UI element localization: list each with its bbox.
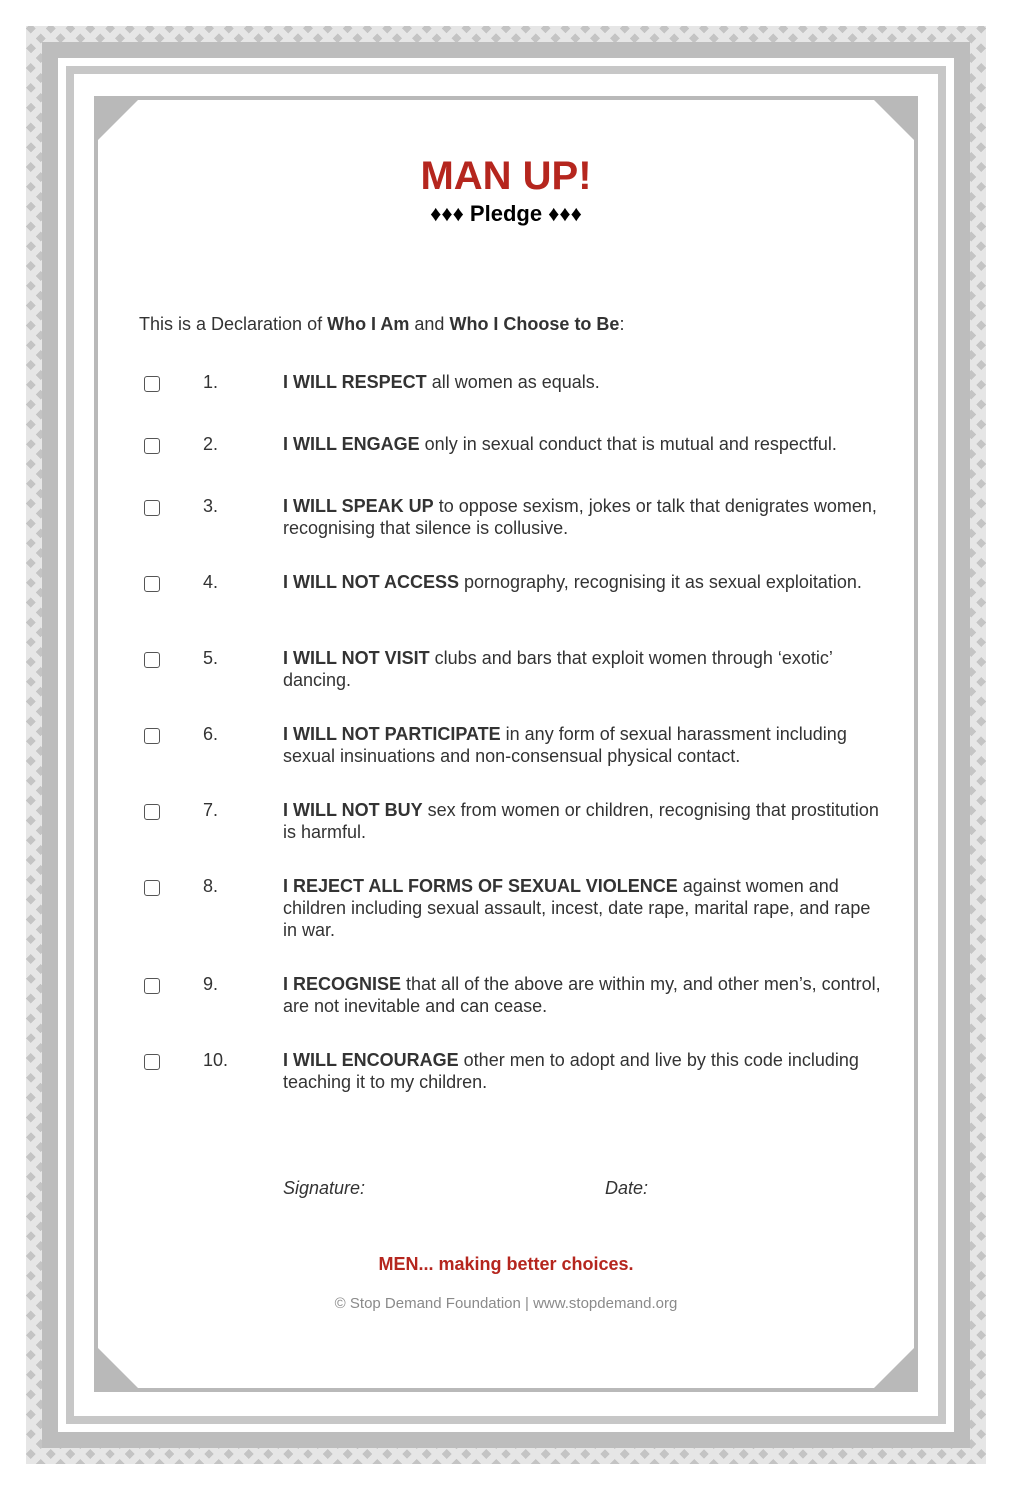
intro-bold-who-i-am: Who I Am: [327, 314, 410, 334]
intro-mid: and: [409, 314, 450, 334]
pledge-text: [283, 973, 883, 1017]
page-subtitle: ♦♦♦ Pledge ♦♦♦: [430, 201, 582, 226]
pledge-text: [283, 723, 883, 767]
page-title: MAN UP!: [420, 154, 592, 198]
intro-suffix: :: [619, 314, 625, 334]
pledge-text: [283, 571, 883, 593]
pledge-text: [283, 799, 883, 843]
tagline: MEN... making better choices.: [378, 1254, 634, 1274]
pledge-text: [283, 647, 883, 691]
pledge-bold: I RECOGNISE: [283, 974, 402, 994]
pledge-bold: I WILL RESPECT: [283, 372, 427, 392]
pledge-checkbox[interactable]: [144, 376, 160, 392]
pledge-checkbox[interactable]: [144, 804, 160, 820]
intro-declaration: [139, 312, 624, 336]
pledge-rest: other men to adopt and live by this code including teaching it to my children.: [283, 1050, 859, 1092]
pledge-number: 5.: [203, 648, 219, 668]
pledge-text: [283, 433, 883, 455]
pledge-rest: pornography, recognising it as sexual exploitation.: [459, 572, 862, 592]
footer-copyright: © Stop Demand Foundation | www.stopdemand.org: [334, 1295, 678, 1312]
pledge-checkbox[interactable]: [144, 1054, 160, 1070]
pledge-checkbox[interactable]: [144, 978, 160, 994]
pledge-number: 4.: [203, 572, 219, 592]
pledge-rest: clubs and bars that exploit women through ‘exotic’ dancing.: [283, 648, 833, 690]
pledge-checkbox[interactable]: [144, 728, 160, 744]
pledge-bold: I REJECT ALL FORMS OF SEXUAL VIOLENCE: [283, 876, 678, 896]
pledge-bold: I WILL NOT ACCESS: [283, 572, 460, 592]
pledge-bold: I WILL NOT VISIT: [283, 648, 430, 668]
pledge-number: 6.: [203, 724, 219, 744]
pledge-rest: in any form of sexual harassment including sexual insinuations and non-consensual physical contact.: [283, 724, 847, 766]
intro-prefix: This is a Declaration of: [139, 314, 328, 334]
pledge-checkbox[interactable]: [144, 652, 160, 668]
pledge-text: [283, 371, 883, 393]
pledge-number: 3.: [203, 496, 219, 516]
pledge-bold: I WILL NOT PARTICIPATE: [283, 724, 501, 744]
pledge-text: [283, 875, 883, 941]
pledge-checkbox[interactable]: [144, 576, 160, 592]
pledge-rest: that all of the above are within my, and other men’s, control, are not inevitable and can cease.: [283, 974, 881, 1016]
pledge-rest: sex from women or children, recognising that prostitution is harmful.: [283, 800, 879, 842]
date-label: Date:: [605, 1178, 649, 1198]
pledge-checkbox[interactable]: [144, 438, 160, 454]
pledge-number: 2.: [203, 434, 219, 454]
pledge-bold: I WILL NOT BUY: [283, 800, 423, 820]
pledge-rest: against women and children including sexual assault, incest, date rape, marital rape, and rape in war.: [283, 876, 871, 940]
pledge-number: 1.: [203, 372, 219, 392]
pledge-number: 9.: [203, 974, 219, 994]
pledge-bold: I WILL ENGAGE: [283, 434, 420, 454]
pledge-number: 8.: [203, 876, 219, 896]
pledge-text: [283, 1049, 883, 1093]
pledge-checkbox[interactable]: [144, 500, 160, 516]
signature-label: Signature:: [283, 1178, 366, 1198]
pledge-text: [283, 495, 883, 539]
pledge-bold: I WILL ENCOURAGE: [283, 1050, 459, 1070]
pledge-bold: I WILL SPEAK UP: [283, 496, 434, 516]
pledge-checkbox[interactable]: [144, 880, 160, 896]
pledge-number: 7.: [203, 800, 219, 820]
intro-bold-who-i-choose: Who I Choose to Be: [449, 314, 620, 334]
pledge-rest: only in sexual conduct that is mutual and respectful.: [419, 434, 837, 454]
pledge-rest: to oppose sexism, jokes or talk that denigrates women, recognising that silence is collusive.: [283, 496, 877, 538]
pledge-number: 10.: [203, 1050, 229, 1070]
pledge-rest: all women as equals.: [426, 372, 600, 392]
